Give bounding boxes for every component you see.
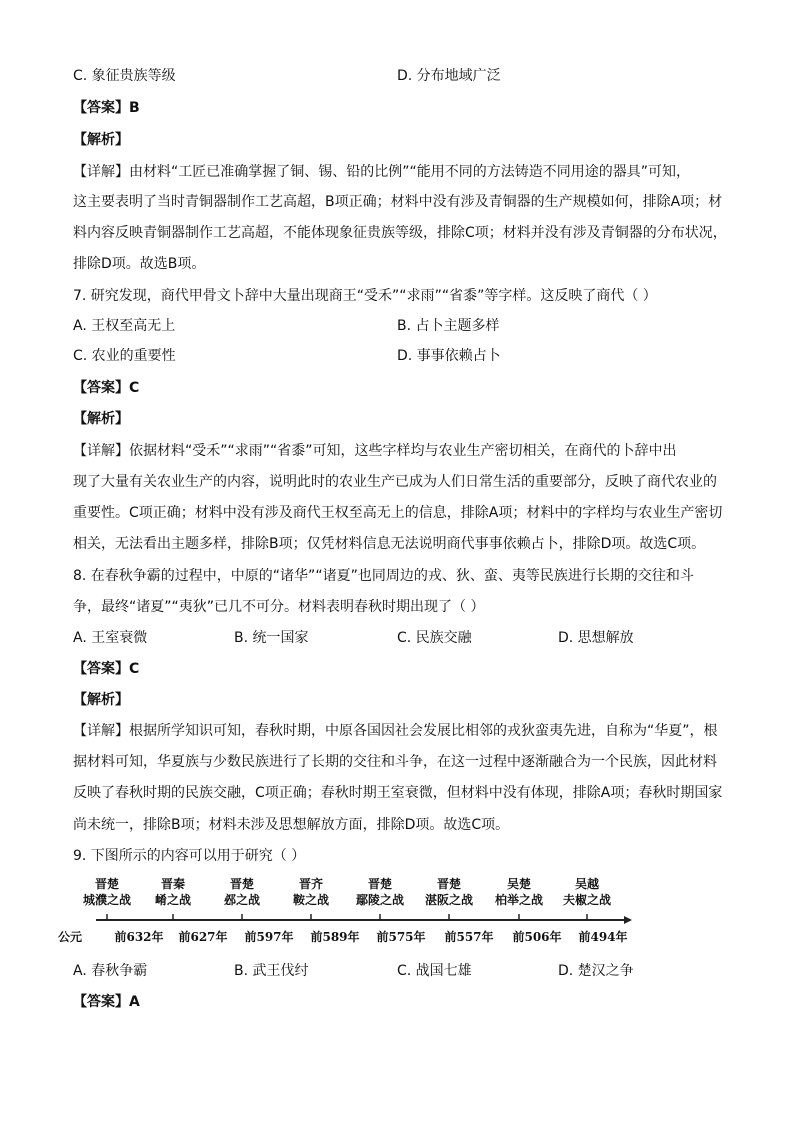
q8-detail-line: 尚未统一，排除B项；材料未涉及思想解放方面，排除D项。故选C项。 [73, 817, 510, 833]
q8-option-c: C. 民族交融 [397, 630, 472, 646]
q8-analysis-heading: 【解析】 [73, 692, 129, 708]
q7-analysis-heading: 【解析】 [73, 411, 129, 427]
timeline-year: 前506年 [512, 930, 562, 944]
q7-option-d: D. 事事依赖占卜 [397, 348, 501, 364]
q7-option-b: B. 占卜主题多样 [397, 318, 500, 334]
timeline-event: 吴楚 柏举之战 [494, 877, 543, 907]
q7-detail-line: 重要性。C项正确；材料中没有涉及商代王权至高无上的信息，排除A项；材料中的字样均与农业生产密切 [73, 505, 723, 521]
q6-option-d: D. 分布地域广泛 [397, 68, 501, 84]
q6-analysis-heading: 【解析】 [73, 132, 129, 148]
q7-answer: 【答案】C [73, 380, 140, 396]
q9-option-d: D. 楚汉之争 [558, 963, 634, 979]
q9-timeline-figure [58, 876, 632, 946]
timeline-event: 晋秦 崤之战 [154, 877, 191, 907]
q8-stem-line: 8. 在春秋争霸的过程中，中原的“诸华”“诸夏”也同周边的戎、狄、蛮、夷等民族进行长期的交往和斗 [73, 568, 694, 584]
timeline-year: 前632年 [114, 930, 164, 944]
timeline-event: 吴越 夫椒之战 [562, 877, 611, 907]
q8-option-a: A. 王室衰微 [73, 630, 148, 646]
q6-detail-line: 这主要表明了当时青铜器制作工艺高超，B项正确；材料中没有涉及青铜器的生产规模如何，排除A项；材 [73, 194, 723, 210]
q6-detail-line: 排除D项。故选B项。 [73, 256, 206, 272]
q9-stem: 9. 下图所示的内容可以用于研究（ ） [73, 848, 306, 864]
q9-option-a: A. 春秋争霸 [73, 963, 148, 979]
q8-detail-line: 【详解】根据所学知识可知，春秋时期，中原各国因社会发展比相邻的戎狄蛮夷先进，自称为“华夏”，根 [73, 723, 718, 739]
q7-detail-line: 【详解】依据材料“受禾”“求雨”“省黍”可知，这些字样均与农业生产密切相关，在商代的卜辞中出 [73, 443, 677, 459]
timeline-year: 前557年 [444, 930, 494, 944]
timeline-event: 晋齐 鞍之战 [292, 877, 329, 907]
timeline-event: 晋楚 城濮之战 [82, 877, 131, 907]
timeline-axis-label: 公元 [58, 930, 83, 944]
q9-answer: 【答案】A [73, 994, 140, 1010]
timeline-year: 前494年 [578, 930, 628, 944]
q8-option-b: B. 统一国家 [234, 630, 309, 646]
q7-option-c: C. 农业的重要性 [73, 348, 176, 364]
q8-detail-line: 据材料可知，华夏族与少数民族进行了长期的交往和斗争，在这一过程中逐渐融合为一个民族，因此材料 [73, 754, 717, 770]
q7-stem: 7. 研究发现，商代甲骨文卜辞中大量出现商王“受禾”“求雨”“省黍”等字样。这反映了商代（ ） [73, 288, 657, 304]
timeline-event: 晋楚 邲之战 [223, 877, 260, 907]
timeline-year: 前627年 [178, 930, 228, 944]
timeline-year: 前589年 [310, 930, 360, 944]
q9-option-c: C. 战国七雄 [397, 963, 472, 979]
q8-stem-line: 争，最终“诸夏”“夷狄”已几不可分。材料表明春秋时期出现了（ ） [73, 599, 485, 615]
q6-detail-line: 料内容反映青铜器制作工艺高超，不能体现象征贵族等级，排除C项；材料并没有涉及青铜器的分布状况， [73, 225, 727, 241]
q8-detail-line: 反映了春秋时期的民族交融，C项正确；春秋时期王室衰微，但材料中没有体现，排除A项；春秋时期国家 [73, 785, 723, 801]
q8-answer: 【答案】C [73, 661, 140, 677]
q7-option-a: A. 王权至高无上 [73, 318, 176, 334]
q9-option-b: B. 武王伐纣 [234, 963, 309, 979]
q6-detail-line: 【详解】由材料“工匠已准确掌握了铜、锡、铅的比例”“能用不同的方法铸造不同用途的器具”可知， [73, 164, 691, 180]
timeline-year: 前575年 [376, 930, 426, 944]
q8-option-d: D. 思想解放 [558, 630, 634, 646]
timeline-event: 晋楚 鄢陵之战 [355, 877, 404, 907]
q7-detail-line: 现了大量有关农业生产的内容，说明此时的农业生产已成为人们日常生活的重要部分，反映了商代农业的 [73, 474, 717, 490]
q6-answer: 【答案】B [73, 100, 140, 116]
q6-option-c: C. 象征贵族等级 [73, 68, 176, 84]
timeline-event: 晋楚 湛阪之战 [424, 877, 473, 907]
timeline-year: 前597年 [244, 930, 294, 944]
q7-detail-line: 相关，无法看出主题多样，排除B项；仅凭材料信息无法说明商代事事依赖占卜，排除D项。故选C项。 [73, 536, 706, 552]
